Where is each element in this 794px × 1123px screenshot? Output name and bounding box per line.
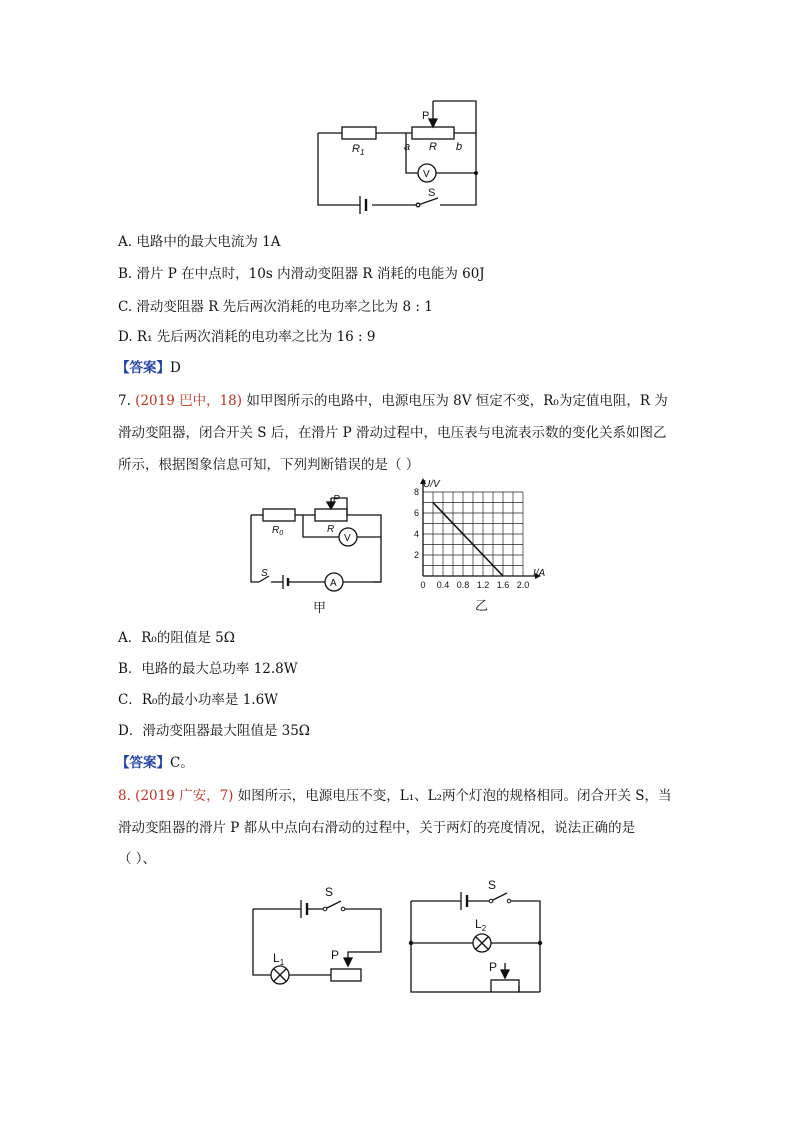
chart-xlabel: I/A — [533, 568, 546, 579]
q8-number: 8. — [118, 788, 136, 804]
y-tick-label: 8 — [413, 487, 419, 497]
label-s: S — [428, 187, 436, 199]
circuit-diagram-top — [300, 95, 500, 220]
q7-answer: 【答案】C。 — [116, 755, 194, 771]
label-v: V — [423, 169, 430, 180]
q6-option-b: B. 滑片 P 在中点时，10s 内滑动变阻器 R 消耗的电能为 60J — [118, 266, 485, 282]
q7-stem-line-1: 7. (2019 巴中，18) 如甲图所示的电路中，电源电压为 8V 恒定不变，R₀为定值电阻，R 为 — [118, 393, 668, 409]
q7-number: 7. — [118, 393, 136, 409]
q8-stem-line-2: 滑动变阻器的滑片 P 都从中点向右滑动的过程中，关于两灯的亮度情况，说法正确的是 — [118, 820, 636, 836]
q7-option-b: B．电路的最大总功率 12.8W — [118, 661, 298, 677]
x-tick-label: 2.0 — [516, 580, 530, 590]
y-tick-label: 4 — [413, 529, 419, 539]
q6-option-d: D. R₁ 先后两次消耗的电功率之比为 16 : 9 — [118, 329, 376, 345]
q7-chart-ui — [405, 478, 550, 616]
q7-label-r0: $R_0$ — [272, 525, 284, 537]
chart-caption: 乙 — [475, 598, 489, 613]
q8l-label-s: S — [325, 885, 334, 899]
q7-stem-line-2: 滑动变阻器，闭合开关 S 后，在滑片 P 滑动过程中，电压表与电流表示数的变化关系如图乙 — [118, 425, 667, 441]
q8-source: (2019 广安，7) — [135, 788, 234, 804]
q7-option-c: C．R₀的最小功率是 1.6W — [118, 692, 279, 708]
q7-label-p: P — [333, 494, 340, 505]
y-tick-label: 2 — [413, 550, 419, 560]
x-tick-label: 0.4 — [436, 580, 450, 590]
q7-label-a: A — [330, 578, 337, 589]
label-r1: $R_1$ — [352, 143, 365, 157]
q8r-label-s: S — [488, 878, 497, 892]
chart-ylabel: U/V — [423, 479, 440, 490]
q8l-label-p: P — [331, 948, 340, 962]
x-tick-label: 0 — [420, 580, 426, 590]
q7-option-d: D．滑动变阻器最大阻值是 35Ω — [118, 723, 310, 739]
y-tick-label: 6 — [413, 508, 419, 518]
q7-source: (2019 巴中，18) — [135, 393, 243, 409]
x-tick-label: 1.6 — [496, 580, 510, 590]
series-line — [433, 503, 503, 577]
q6-option-c: C. 滑动变阻器 R 先后两次消耗的电功率之比为 8 : 1 — [118, 299, 433, 315]
q7-label-r: R — [327, 524, 335, 535]
q8r-label-l2: $L_2$ — [475, 917, 487, 933]
label-b: b — [456, 141, 463, 153]
q6-answer: 【答案】D — [116, 360, 181, 376]
q8l-label-l1: $L_1$ — [273, 951, 285, 967]
chart-grid — [423, 492, 523, 576]
label-p: P — [422, 110, 430, 122]
x-tick-label: 0.8 — [456, 580, 470, 590]
q8r-label-p: P — [489, 960, 498, 974]
q7-label-s: S — [261, 568, 268, 579]
x-tick-label: 1.2 — [476, 580, 490, 590]
q6-option-a: A. 电路中的最大电流为 1A — [118, 234, 281, 250]
q8-circuit-right — [405, 875, 550, 1000]
q8-stem-line-3: （ ）、 — [118, 851, 157, 867]
chart-series — [433, 503, 503, 577]
label-r: R — [429, 141, 437, 153]
q7-circuit-diagram — [245, 490, 390, 615]
q7-option-a: A．R₀的阻值是 5Ω — [118, 630, 235, 646]
label-a: a — [404, 141, 411, 153]
q7-caption-jia: 甲 — [313, 600, 327, 615]
q7-label-v: V — [344, 533, 351, 544]
q7-stem-line-3: 所示，根据图象信息可知，下列判断错误的是（ ） — [118, 457, 420, 473]
q8-stem-line-1: 8. (2019 广安，7) 如图所示，电源电压不变，L₁、L₂两个灯泡的规格相同。闭合开关 S，当 — [118, 788, 672, 804]
q8-circuit-left — [245, 878, 390, 993]
